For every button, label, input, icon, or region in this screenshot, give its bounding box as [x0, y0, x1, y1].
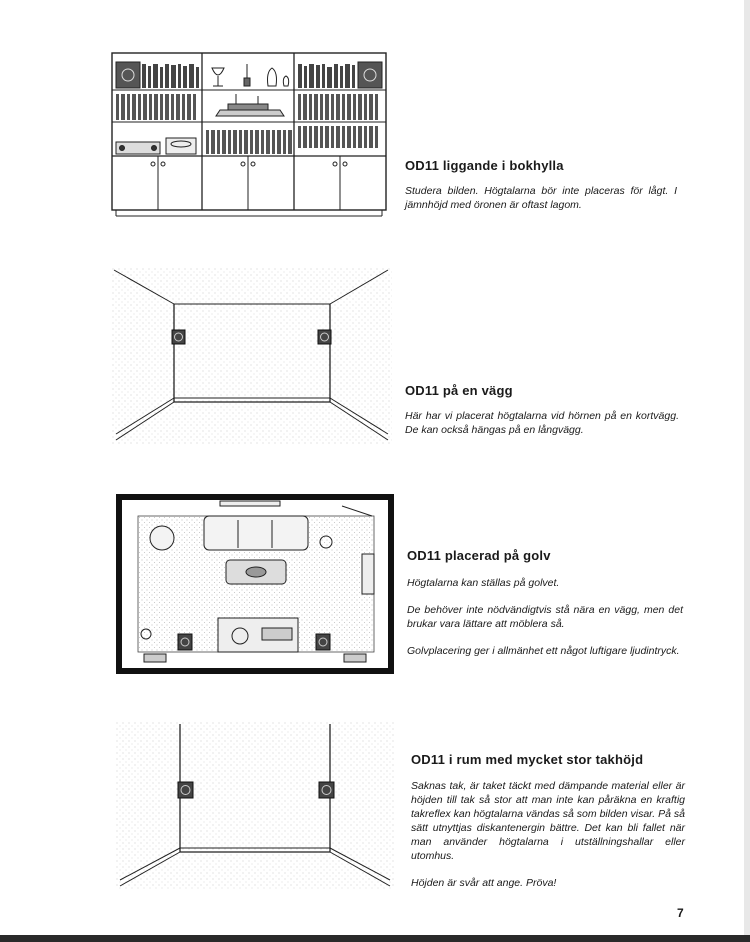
wall-mounted-speakers-illustration [112, 268, 392, 444]
section-text-floor-1: Högtalarna kan ställas på golvet. [407, 577, 560, 589]
scan-bottom-edge [0, 935, 750, 942]
speaker-right [318, 330, 331, 344]
section-text-wall: Här har vi placerat högtalarna vid hörnen på en kortvägg. De kan också hängas på en långvägg. [405, 410, 679, 436]
section-title-wall: OD11 på en vägg [405, 383, 513, 398]
tall-room-speaker-left [178, 782, 193, 798]
section-text-bookshelf: Studera bilden. Högtalarna bör inte placeras för lågt. I jämnhöjd med öronen är oftast lagom. [405, 185, 677, 211]
section-text-floor-3: Golvplacering ger i allmänhet ett något luftigare ljudintryck. [407, 645, 680, 657]
tall-room-speaker-right [319, 782, 334, 798]
section-text-floor-2: De behöver inte nödvändigtvis stå nära en vägg, men det brukar vara lättare att möblera så. [407, 604, 683, 630]
tall-ceiling-illustration [116, 722, 394, 890]
section-text-tall-room-2: Höjden är svår att ange. Pröva! [411, 877, 557, 889]
speaker-left [172, 330, 185, 344]
section-title-tall-room: OD11 i rum med mycket stor takhöjd [411, 752, 644, 767]
section-text-tall-room-1: Saknas tak, är taket täckt med dämpande material eller är höjden till tak så stor att man inte kan påräkna en kraftig takreflex kan högtalarna vändas så som bilden visar. På så sätt utnyttjas diskantenergin bättre. Det kan bli fallet när man använder högtalarna i utställningshallar eller utomhus. [411, 780, 685, 862]
floor-placement-illustration [116, 494, 394, 674]
section-title-bookshelf: OD11 liggande i bokhylla [405, 158, 564, 173]
page-number: 7 [677, 906, 684, 920]
page-edge-shadow [744, 0, 750, 942]
floor-speaker-right [316, 634, 330, 650]
floor-speaker-left [178, 634, 192, 650]
bookshelf-illustration [108, 52, 390, 218]
section-title-floor: OD11 placerad på golv [407, 548, 551, 563]
